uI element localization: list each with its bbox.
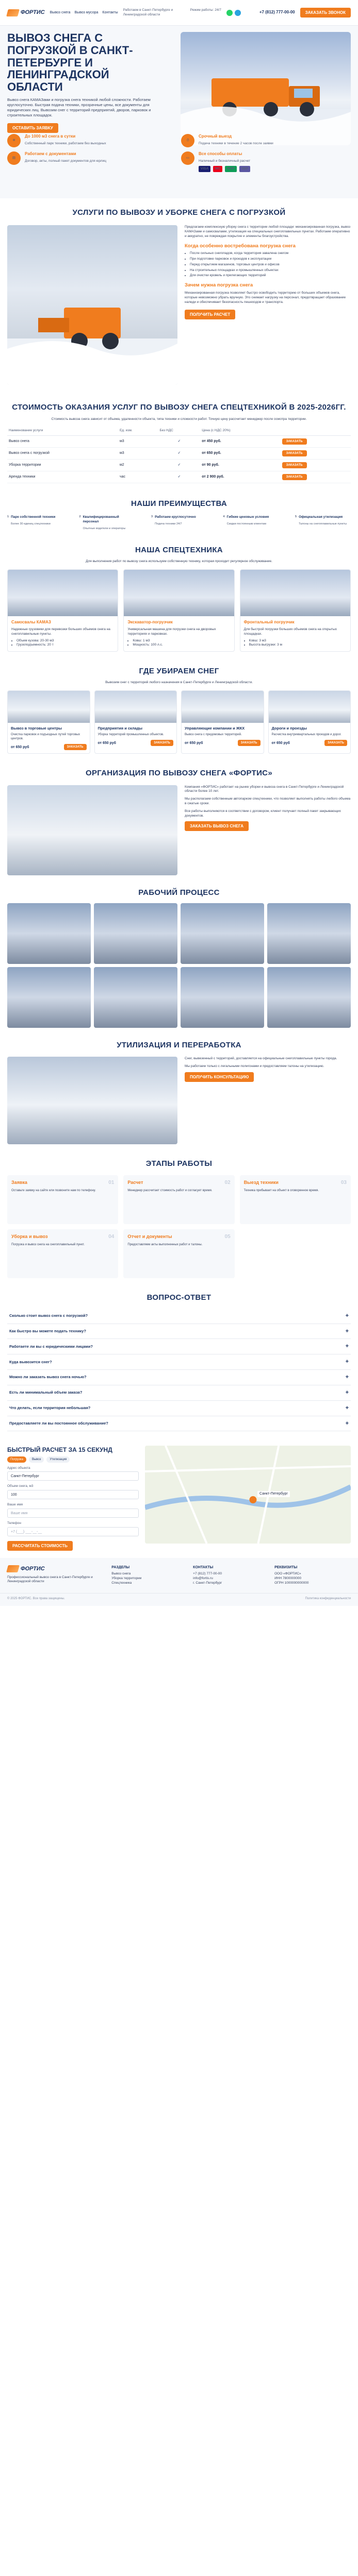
- order-button[interactable]: ЗАКАЗАТЬ: [282, 450, 307, 456]
- nav-link-contacts[interactable]: Контакты: [102, 10, 118, 14]
- footer-col-title: КОНТАКТЫ: [193, 1565, 214, 1569]
- plus-icon: +: [345, 1343, 349, 1350]
- where-card: [7, 690, 90, 754]
- service-unit: м3: [118, 436, 158, 448]
- calc-section: [0, 1438, 358, 1557]
- faq-item[interactable]: [7, 1416, 351, 1432]
- feature-text: Договор, акты, полный пакет документов для юрлиц: [25, 159, 106, 163]
- faq-item[interactable]: [7, 1324, 351, 1340]
- list-item: • Высота выгрузки: 3 м: [249, 643, 347, 648]
- check-icon: ✓: [158, 436, 200, 448]
- mir-logo: МИР: [225, 166, 236, 173]
- where-order-button[interactable]: ЗАКАЗАТЬ: [64, 744, 87, 750]
- map-illustration: [145, 1446, 351, 1544]
- feature-title: Работаем с документами: [25, 151, 76, 156]
- price-table: [7, 427, 351, 483]
- column-header: [281, 427, 351, 435]
- table-row: [7, 448, 351, 460]
- advantage-number: 2: [79, 515, 81, 519]
- services-text: [185, 225, 351, 385]
- org-order-button[interactable]: ЗАКАЗАТЬ ВЫВОЗ СНЕГА: [185, 821, 249, 831]
- column-header: Цена (с НДС 20%): [200, 427, 280, 435]
- sbp-logo: SBP: [239, 166, 250, 173]
- why-title: Зачем нужна погрузка снега: [185, 282, 253, 289]
- stages-section: [0, 1151, 358, 1285]
- column-header: Без НДС: [158, 427, 200, 435]
- footer-address: г. Санкт-Петербург: [193, 1581, 222, 1585]
- messenger-icons: [226, 10, 241, 16]
- telegram-icon[interactable]: [235, 10, 241, 16]
- feature-text: Наличный и безналичный расчет: [199, 159, 251, 163]
- feature-urgent: [181, 134, 348, 147]
- where-card-price: от 650 руб: [271, 741, 290, 745]
- where-card-price: от 650 руб: [97, 741, 116, 745]
- stage-title: Выезд техники: [243, 1180, 279, 1185]
- where-card: [181, 690, 264, 754]
- advantage-title: Гибкие ценовые условия: [226, 515, 269, 519]
- hero-title: ВЫВОЗ СНЕГА С ПОГРУЗКОЙ В САНКТ-ПЕТЕРБУРГЕ И ЛЕНИНГРАДСКОЙ ОБЛАСТИ: [7, 31, 133, 93]
- hero-image: [181, 32, 351, 145]
- stage-card: [7, 1229, 118, 1278]
- stage-card: [240, 1175, 351, 1224]
- field-label: Адрес объекта: [7, 1466, 30, 1470]
- why-text: Механизированная погрузка позволяет быстро освободить территорию от больших объемов снега, которые невозможно убрать вручную. Это снижает нагрузку на персонал, предотвращает образование наледи и обеспечивает безопасность пешеходов и транспорта.: [185, 291, 346, 304]
- nav-link-trash[interactable]: Вывоз мусора: [74, 10, 99, 14]
- advantages-title: НАШИ ПРЕИМУЩЕСТВА: [131, 499, 227, 509]
- check-icon: ✓: [158, 460, 200, 471]
- where-card-text: Вывоз снега с придомовых территорий.: [185, 733, 242, 737]
- where-image: [269, 691, 351, 723]
- service-price: от 450 руб.: [200, 436, 280, 448]
- org-paragraph: Мы располагаем собственным автопарком спецтехники, что позволяет выполнять работы любого объема в сжатые сроки.: [185, 797, 351, 805]
- callback-button[interactable]: ЗАКАЗАТЬ ЗВОНОК: [300, 8, 351, 18]
- where-card-price: от 650 руб: [185, 741, 203, 745]
- feature-title: Срочный выезд: [199, 134, 232, 139]
- service-unit: час: [118, 471, 158, 483]
- stage-card: [123, 1229, 234, 1278]
- calc-submit-button[interactable]: РАССЧИТАТЬ СТОИМОСТЬ: [7, 1541, 73, 1551]
- payment-logos: [199, 166, 250, 173]
- util-title: УТИЛИЗАЦИЯ И ПЕРЕРАБОТКА: [117, 1040, 241, 1049]
- copyright: © 2025 ФОРТИС. Все права защищены.: [7, 1597, 65, 1600]
- stage-text: Предоставляем акты выполненных работ и талоны.: [127, 1243, 203, 1246]
- service-unit: м2: [118, 460, 158, 471]
- clock-icon: ⏱: [181, 134, 194, 147]
- where-card-title: Предприятия и склады: [97, 726, 143, 731]
- process-photo[interactable]: [94, 967, 177, 1028]
- tech-card-title: Фронтальный погрузчик: [243, 620, 295, 625]
- stage-number: 04: [108, 1234, 115, 1240]
- list-item: • Ковш: 1 м3: [133, 639, 230, 643]
- where-image: [8, 691, 90, 723]
- footer-phone[interactable]: +7 (812) 777-00-00: [193, 1572, 222, 1576]
- plus-icon: +: [345, 1359, 349, 1365]
- stage-text: Техника прибывает на объект в оговоренное время.: [243, 1189, 319, 1192]
- hero-section: [0, 26, 358, 198]
- faq-question: Что делать, если территория небольшая?: [9, 1405, 91, 1411]
- util-paragraph: Снег, вывезенный с территорий, доставляется на официальные снегоплавильные пункты города.: [185, 1057, 337, 1061]
- volume-field[interactable]: 100: [7, 1490, 139, 1499]
- header-info: [123, 8, 221, 18]
- logo-mark-icon: [6, 1565, 20, 1572]
- where-card-title: Дороги и проезды: [271, 726, 307, 731]
- service-name: Уборка территории: [7, 460, 118, 471]
- stage-text: Погрузка и вывоз снега на снегоплавильный пункт.: [11, 1243, 85, 1246]
- advantage-title: Квалифицированный персонал: [83, 515, 119, 524]
- process-photo[interactable]: [7, 967, 91, 1028]
- advantage-number: 3: [151, 515, 153, 519]
- table-header-row: [7, 427, 351, 435]
- tech-specs: [127, 639, 230, 648]
- advantage-title: Официальная утилизация: [299, 515, 343, 519]
- site-header: [0, 0, 358, 26]
- where-card-text: Расчистка внутриквартальных проездов и дорог.: [271, 733, 341, 737]
- phone-field[interactable]: +7 (___) ___-__-__: [7, 1527, 139, 1536]
- list-item: • После сильных снегопадов, когда территория завалена снегом: [190, 251, 351, 256]
- util-consult-button[interactable]: ПОЛУЧИТЬ КОНСУЛЬТАЦИЮ: [185, 1072, 254, 1082]
- list-item: • При подготовке парковок и проездов к эксплуатации: [190, 257, 351, 262]
- nav-link-snow[interactable]: Вывоз снега: [50, 10, 71, 14]
- tech-specs: [11, 639, 114, 648]
- advantage-text: Подача техники 24/7: [155, 522, 182, 526]
- services-calc-button[interactable]: ПОЛУЧИТЬ РАСЧЕТ: [185, 310, 235, 319]
- footer-bottom: [0, 1593, 358, 1606]
- order-button[interactable]: ЗАКАЗАТЬ: [282, 462, 307, 468]
- service-price: от 90 руб.: [200, 460, 280, 471]
- plus-icon: +: [345, 1374, 349, 1381]
- faq-question: Предоставляете ли вы постоянное обслуживание?: [9, 1420, 108, 1426]
- where-image: [95, 691, 177, 723]
- check-icon: ✓: [158, 448, 200, 460]
- where-intro: Вывозим снег с территорий любого назначения в Санкт-Петербурге и Ленинградской области.: [105, 681, 253, 685]
- document-icon: ▤: [7, 151, 21, 165]
- advantage-text: Скидки постоянным клиентам: [226, 522, 266, 526]
- footer-link[interactable]: Вывоз снега: [111, 1572, 131, 1576]
- faq-item[interactable]: [7, 1339, 351, 1354]
- where-order-button[interactable]: ЗАКАЗАТЬ: [151, 740, 173, 746]
- feature-documents: [7, 151, 174, 172]
- tech-image: [240, 570, 350, 616]
- footer-logo[interactable]: [7, 1565, 106, 1573]
- feature-title: До 1000 м3 снега в сутки: [25, 134, 76, 139]
- plus-icon: +: [345, 1389, 349, 1396]
- where-card-price: от 650 руб: [11, 745, 29, 749]
- stage-number: 03: [340, 1180, 347, 1186]
- tech-card-text: Универсальная машина для погрузки снега на дворовых территориях и парковках.: [127, 628, 216, 636]
- services-intro: Предлагаем комплексную уборку снега с территории любой площади: механизированная погрузка, вывоз КАМАЗами и самосвалами, утилизация на специальных снегоплавильных пунктах. Работаем оперативно и аккуратно, не повреждая покрытие и элементы благоустройства.: [185, 225, 351, 238]
- footer-desc: Профессиональный вывоз снега в Санкт-Петербурге и Ленинградской области: [7, 1575, 93, 1584]
- card-icon: ▭: [181, 151, 194, 165]
- util-image: [7, 1057, 177, 1144]
- header-nav: [50, 10, 118, 15]
- table-row: [7, 471, 351, 483]
- hero-text: Вывоз снега КАМАЗами и погрузка снега техникой любой сложности. Работаем круглосуточно. Быстрая подача техники, прозрачные цены, все документы для юридических лиц. Вывозим снег с территорий предприятий, дворов, парковок и строительных площадок.: [7, 97, 151, 118]
- stage-title: Расчет: [127, 1180, 143, 1185]
- plus-icon: +: [345, 1420, 349, 1427]
- org-title: ОРГАНИЗАЦИЯ ПО ВЫВОЗУ СНЕГА «ФОРТИС»: [86, 769, 272, 778]
- stage-number: 01: [108, 1180, 115, 1186]
- tech-intro: Для выполнения работ по вывозу снега используем собственную технику, которая проходит регулярное обслуживание.: [86, 560, 272, 564]
- process-photo[interactable]: [7, 903, 91, 964]
- advantage-title: Работаем круглосуточно: [155, 515, 196, 519]
- org-image: [7, 785, 177, 875]
- tech-card-title: Самосвалы КАМАЗ: [11, 620, 51, 625]
- advantages-section: [0, 492, 358, 538]
- process-photo[interactable]: [267, 903, 351, 964]
- stage-number: 02: [224, 1180, 231, 1186]
- advantage-text: Опытные водители и операторы: [83, 527, 126, 530]
- address-field[interactable]: Санкт-Петербург: [7, 1471, 139, 1481]
- tech-specs: [244, 639, 347, 648]
- advantage-item: [295, 515, 351, 531]
- feature-volume: [7, 134, 174, 147]
- stage-card: [7, 1175, 118, 1224]
- util-paragraph: Мы работаем только с легальными полигонами и предоставляем талоны на утилизацию.: [185, 1064, 324, 1068]
- process-section: [0, 883, 358, 1033]
- price-section: [0, 394, 358, 492]
- chip-disposal[interactable]: Утилизация: [46, 1456, 70, 1463]
- where-card-text: Уборка территорий промышленных объектов.: [97, 733, 164, 737]
- where-card-title: Вывоз в торговые центры: [11, 726, 62, 731]
- logo-mark-icon: [6, 9, 20, 16]
- faq-question: Работаете ли вы с юридическими лицами?: [9, 1344, 93, 1349]
- service-unit: м3: [118, 448, 158, 460]
- plus-icon: +: [345, 1328, 349, 1334]
- stage-title: Уборка и вывоз: [11, 1234, 48, 1240]
- header-hours: Режим работы: 24/7: [190, 8, 221, 12]
- chip-loading[interactable]: Погрузка: [7, 1456, 26, 1463]
- plus-icon: +: [345, 1404, 349, 1411]
- price-title: СТОИМОСТЬ ОКАЗАНИЯ УСЛУГ ПО ВЫВОЗУ СНЕГА СПЕЦТЕХНИКОЙ В 2025-2026ГГ.: [12, 403, 346, 412]
- faq-question: Есть ли минимальный объем заказа?: [9, 1390, 83, 1395]
- services-section: [0, 198, 358, 394]
- when-title: Когда особенно востребована погрузка снега: [185, 243, 296, 249]
- service-name: Вывоз снега с погрузкой: [7, 448, 118, 460]
- stage-text: Оставьте заявку на сайте или позвоните нам по телефону.: [11, 1189, 96, 1192]
- where-order-button[interactable]: ЗАКАЗАТЬ: [324, 740, 347, 746]
- faq-section: [0, 1285, 358, 1438]
- tech-card[interactable]: [7, 569, 118, 652]
- tech-card-text: Для быстрой погрузки больших объемов снега на открытых площадках.: [243, 628, 337, 636]
- snow-truck-illustration: [181, 32, 351, 145]
- service-price: от 2 900 руб.: [200, 471, 280, 483]
- tech-title: НАША СПЕЦТЕХНИКА: [135, 546, 223, 555]
- tech-image: [8, 570, 118, 616]
- loader-illustration: [7, 225, 177, 385]
- privacy-link[interactable]: Политика конфиденциальности: [305, 1597, 351, 1600]
- snowflake-icon: ❄: [7, 134, 21, 147]
- tech-card[interactable]: [240, 569, 351, 652]
- list-item: • Для очистки кровель и прилегающих территорий: [190, 274, 351, 278]
- services-title: УСЛУГИ ПО ВЫВОЗУ И УБОРКЕ СНЕГА С ПОГРУЗКОЙ: [72, 208, 286, 217]
- faq-item[interactable]: [7, 1309, 351, 1324]
- process-photo[interactable]: [94, 903, 177, 964]
- feature-payment: [181, 151, 348, 172]
- service-type-chips: [7, 1456, 139, 1463]
- table-row: [7, 460, 351, 471]
- list-item: • На строительных площадках и промышленных объектах: [190, 268, 351, 273]
- map-widget[interactable]: [145, 1446, 351, 1544]
- process-title: РАБОЧИЙ ПРОЦЕСС: [138, 888, 220, 897]
- where-image: [182, 691, 264, 723]
- when-list: [185, 251, 351, 278]
- footer-col-title: РАЗДЕЛЫ: [111, 1565, 130, 1569]
- list-item: • Грузоподъемность: 20 т: [17, 643, 114, 648]
- faq-question: Можно ли заказать вывоз снега ночью?: [9, 1375, 87, 1380]
- map-label: Санкт-Петербург: [257, 1491, 290, 1497]
- faq-question: Куда вывозится снег?: [9, 1359, 52, 1364]
- mastercard-logo: MC: [213, 166, 222, 173]
- feature-title: Все способы оплаты: [199, 151, 242, 156]
- service-price: от 650 руб.: [200, 448, 280, 460]
- faq-question: Как быстро вы можете подать технику?: [9, 1328, 86, 1333]
- process-photo[interactable]: [267, 967, 351, 1028]
- stage-title: Отчет и документы: [127, 1234, 172, 1240]
- faq-item[interactable]: [7, 1385, 351, 1401]
- calc-form: [7, 1446, 139, 1550]
- field-label: Объем снега, м3: [7, 1484, 34, 1488]
- column-header: Наименование услуги: [7, 427, 118, 435]
- advantage-item: [223, 515, 279, 531]
- list-item: • Мощность: 100 л.с.: [133, 643, 230, 648]
- field-label: Ваше имя: [7, 1503, 23, 1507]
- feature-text: Собственный парк техники, работаем без выходных: [25, 141, 106, 145]
- tech-card[interactable]: [123, 569, 234, 652]
- stages-title: ЭТАПЫ РАБОТЫ: [145, 1159, 213, 1168]
- advantage-item: [79, 515, 135, 531]
- where-card: [94, 690, 177, 754]
- plus-icon: +: [345, 1312, 349, 1319]
- hero-order-button[interactable]: ОСТАВИТЬ ЗАЯВКУ: [7, 123, 58, 133]
- order-button[interactable]: ЗАКАЗАТЬ: [282, 474, 307, 480]
- org-paragraph: Компания «ФОРТИС» работает на рынке уборки и вывоза снега в Санкт-Петербурге и Ленинградской области более 10 лет.: [185, 785, 344, 793]
- faq-item[interactable]: [7, 1401, 351, 1416]
- stage-card: [123, 1175, 234, 1224]
- tech-card-text: Надежные грузовики для перевозки больших объемов снега на снегоплавильные пункты.: [11, 628, 110, 636]
- calc-title: БЫСТРЫЙ РАСЧЕТ ЗА 15 СЕКУНД: [7, 1446, 112, 1454]
- footer-requisite: ОГРН 1000000000000: [274, 1581, 309, 1585]
- where-section: [0, 659, 358, 761]
- column-header: Ед. изм.: [118, 427, 158, 435]
- advantage-text: Талоны на снегоплавильные пункты: [299, 522, 347, 526]
- hero-features: [7, 134, 348, 172]
- list-item: • Ковш: 3 м3: [249, 639, 347, 643]
- header-address: Работаем в Санкт-Петербурге и Ленинградской области: [123, 8, 173, 16]
- whatsapp-icon[interactable]: [226, 10, 233, 16]
- org-section: [0, 761, 358, 882]
- footer-brand: ФОРТИС: [21, 1565, 45, 1572]
- stage-number: 05: [224, 1234, 231, 1240]
- where-card-title: Управляющие компании и ЖКХ: [185, 726, 245, 731]
- org-paragraph: Все работы выполняются в соответствии с договором, клиент получает полный пакет закрывающих документов.: [185, 809, 341, 818]
- footer-col-title: РЕКВИЗИТЫ: [274, 1565, 298, 1569]
- table-row: [7, 436, 351, 448]
- chip-removal[interactable]: Вывоз: [29, 1456, 44, 1463]
- faq-item[interactable]: [7, 1370, 351, 1385]
- site-footer: [0, 1558, 358, 1593]
- order-button[interactable]: ЗАКАЗАТЬ: [282, 438, 307, 445]
- footer-requisite: ООО «ФОРТИС»: [274, 1572, 301, 1576]
- tech-card-title: Экскаватор-погрузчик: [127, 620, 173, 625]
- service-name: Аренда техники: [7, 471, 118, 483]
- tech-image: [124, 570, 234, 616]
- visa-logo: VISA: [199, 166, 210, 173]
- tech-section: [0, 538, 358, 659]
- advantage-item: [7, 515, 63, 531]
- advantage-item: [151, 515, 207, 531]
- service-name: Вывоз снега: [7, 436, 118, 448]
- where-card: [268, 690, 351, 754]
- footer-link[interactable]: Спецтехника: [111, 1581, 132, 1585]
- advantage-title: Парк собственной техники: [11, 515, 56, 519]
- services-image: [7, 225, 177, 385]
- price-intro: Стоимость вывоза снега зависит от объема, удаленности объекта, типа техники и сложности работ. Точную цену рассчитает менеджер после осмотра территории.: [51, 417, 307, 421]
- advantage-number: 4: [223, 515, 225, 519]
- feature-text: Подача техники в течение 2 часов после заявки: [199, 141, 273, 145]
- footer-email[interactable]: info@fortis.ru: [193, 1576, 213, 1580]
- advantage-number: 5: [295, 515, 297, 519]
- footer-link[interactable]: Уборка территории: [111, 1576, 142, 1580]
- advantage-number: 1: [7, 515, 9, 519]
- where-card-text: Очистка парковок и подъездных путей торговых центров.: [11, 733, 80, 741]
- faq-item[interactable]: [7, 1354, 351, 1370]
- where-title: ГДЕ УБИРАЕМ СНЕГ: [139, 667, 219, 676]
- brand-logo[interactable]: [7, 9, 45, 16]
- header-phone[interactable]: +7 (812) 777-00-00: [259, 10, 295, 15]
- advantage-text: Более 30 единиц спецтехники: [11, 522, 51, 526]
- where-order-button[interactable]: ЗАКАЗАТЬ: [238, 740, 261, 746]
- faq-title: ВОПРОС-ОТВЕТ: [147, 1293, 211, 1302]
- footer-requisite: ИНН 7800000000: [274, 1576, 302, 1580]
- field-label: Телефон: [7, 1521, 21, 1526]
- stage-text: Менеджер рассчитает стоимость работ и согласует время.: [127, 1189, 213, 1192]
- name-field[interactable]: Ваше имя: [7, 1509, 139, 1518]
- stage-title: Заявка: [11, 1180, 27, 1185]
- process-photo[interactable]: [181, 903, 264, 964]
- list-item: • Перед открытием магазинов, торговых центров и офисов: [190, 263, 351, 267]
- process-photo[interactable]: [181, 967, 264, 1028]
- brand-name: ФОРТИС: [21, 9, 45, 16]
- util-section: [0, 1033, 358, 1151]
- list-item: • Объем кузова: 20-30 м3: [17, 639, 114, 643]
- check-icon: ✓: [158, 471, 200, 483]
- faq-question: Сколько стоит вывоз снега с погрузкой?: [9, 1313, 88, 1318]
